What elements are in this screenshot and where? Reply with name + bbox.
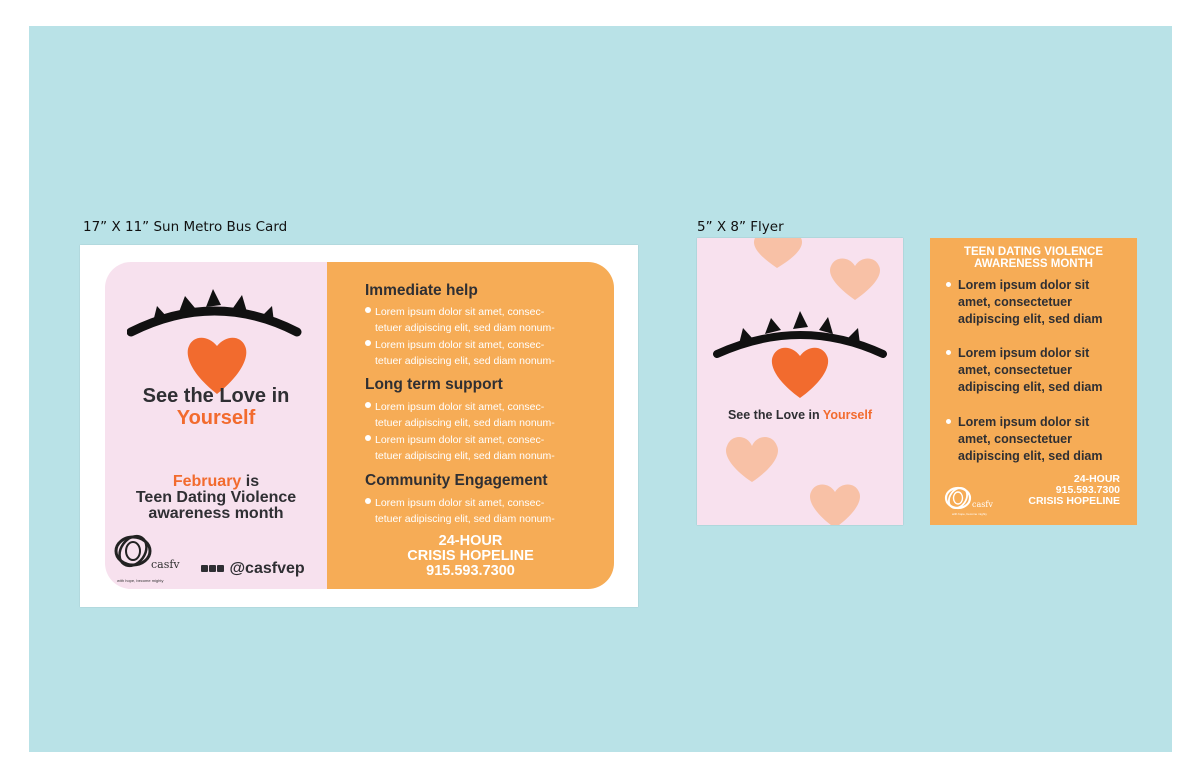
bullet-line: Lorem ipsum dolor sit amet, consec- <box>375 339 545 351</box>
awareness-month-text <box>105 474 327 522</box>
hotline-phone: 915.593.7300 <box>426 563 515 579</box>
hotline-line-1: 24-HOUR <box>438 533 503 549</box>
hotline-line-2: CRISIS HOPELINE <box>1028 495 1120 507</box>
twitter-icon <box>217 565 224 572</box>
logo-tagline: with hope, become mighty <box>952 512 987 516</box>
flyer-back-title <box>930 246 1137 270</box>
flyer-caption: 5” X 8” Flyer <box>697 219 784 235</box>
month-word: February <box>172 473 242 490</box>
instagram-icon <box>209 565 216 572</box>
bullet-dot <box>946 282 951 287</box>
closed-eye-heart-icon <box>127 284 305 396</box>
title-line-2: Yourself <box>176 407 256 429</box>
hotline-line-1: 24-HOUR <box>1073 473 1120 485</box>
logo-text: casfv <box>151 558 180 571</box>
hotline-phone: 915.593.7300 <box>1055 484 1120 496</box>
crisis-hotline <box>1012 474 1120 507</box>
bullet-line: amet, consectetuer <box>958 295 1072 309</box>
bullet-line: Lorem ipsum dolor sit amet, consec- <box>375 306 545 318</box>
logo-tagline: with hope, become mighty <box>117 578 164 583</box>
bullet-line: Lorem ipsum dolor sit <box>958 278 1090 292</box>
bullet-line: tetuer adipiscing elit, sed diam nonum- <box>375 355 555 367</box>
bullet-line: tetuer adipiscing elit, sed diam nonum- <box>375 417 555 429</box>
bullet-line: Lorem ipsum dolor sit amet, consec- <box>375 497 545 509</box>
bullet-line: tetuer adipiscing elit, sed diam nonum- <box>375 450 555 462</box>
bullet-line: adipiscing elit, sed diam <box>958 380 1103 394</box>
hotline-line-2: CRISIS HOPELINE <box>407 548 534 564</box>
bus-card-orange-panel <box>327 262 614 589</box>
bullet-line: Lorem ipsum dolor sit <box>958 346 1090 360</box>
bullet-line: amet, consectetuer <box>958 363 1072 377</box>
bullet-dot <box>365 307 371 313</box>
bullet-line: tetuer adipiscing elit, sed diam nonum- <box>375 322 555 334</box>
section-heading-long-term: Long term support <box>365 376 503 393</box>
logo-text: casfv <box>972 500 993 509</box>
bullet-line: tetuer adipiscing elit, sed diam nonum- <box>375 513 555 525</box>
bullet-dot <box>365 498 371 504</box>
flyer-front <box>697 238 903 525</box>
bullet-line: amet, consectetuer <box>958 432 1072 446</box>
bullet-dot <box>946 419 951 424</box>
closed-eye-heart-icon <box>713 308 889 400</box>
flyer-title-accent: Yourself <box>822 408 873 422</box>
flyer-title <box>697 408 903 422</box>
flyer-back <box>930 238 1137 525</box>
bullet-line: adipiscing elit, sed diam <box>958 449 1103 463</box>
bullet-line: Lorem ipsum dolor sit amet, consec- <box>375 401 545 413</box>
section-heading-immediate: Immediate help <box>365 282 478 299</box>
flyer-back-title-line-2: AWARENESS MONTH <box>974 258 1093 270</box>
bullet-dot <box>365 340 371 346</box>
bullet-dot <box>365 435 371 441</box>
bullet-line: Lorem ipsum dolor sit <box>958 415 1090 429</box>
flyer-title-prefix: See the Love in <box>727 408 823 422</box>
social-handle: @casfvep <box>229 560 305 577</box>
bus-card-title <box>105 385 327 429</box>
month-rest: is <box>241 473 260 490</box>
bus-card <box>80 245 638 607</box>
bullet-line: Lorem ipsum dolor sit amet, consec- <box>375 434 545 446</box>
month-line-2: Teen Dating Violence <box>135 489 297 506</box>
bus-card-caption: 17” X 11” Sun Metro Bus Card <box>83 219 288 235</box>
crisis-hotline <box>327 534 614 579</box>
section-heading-community: Community Engagement <box>365 472 548 489</box>
title-line-1: See the Love in <box>142 385 290 407</box>
social-handle-row <box>201 560 305 578</box>
flyer-back-title-line-1: TEEN DATING VIOLENCE <box>963 246 1104 258</box>
bullet-line: adipiscing elit, sed diam <box>958 312 1103 326</box>
month-line-3: awareness month <box>148 505 284 522</box>
facebook-icon <box>201 565 208 572</box>
bullet-dot <box>365 402 371 408</box>
bus-card-pink-panel <box>105 262 365 589</box>
casfv-logo-icon <box>944 484 974 512</box>
bullet-dot <box>946 350 951 355</box>
